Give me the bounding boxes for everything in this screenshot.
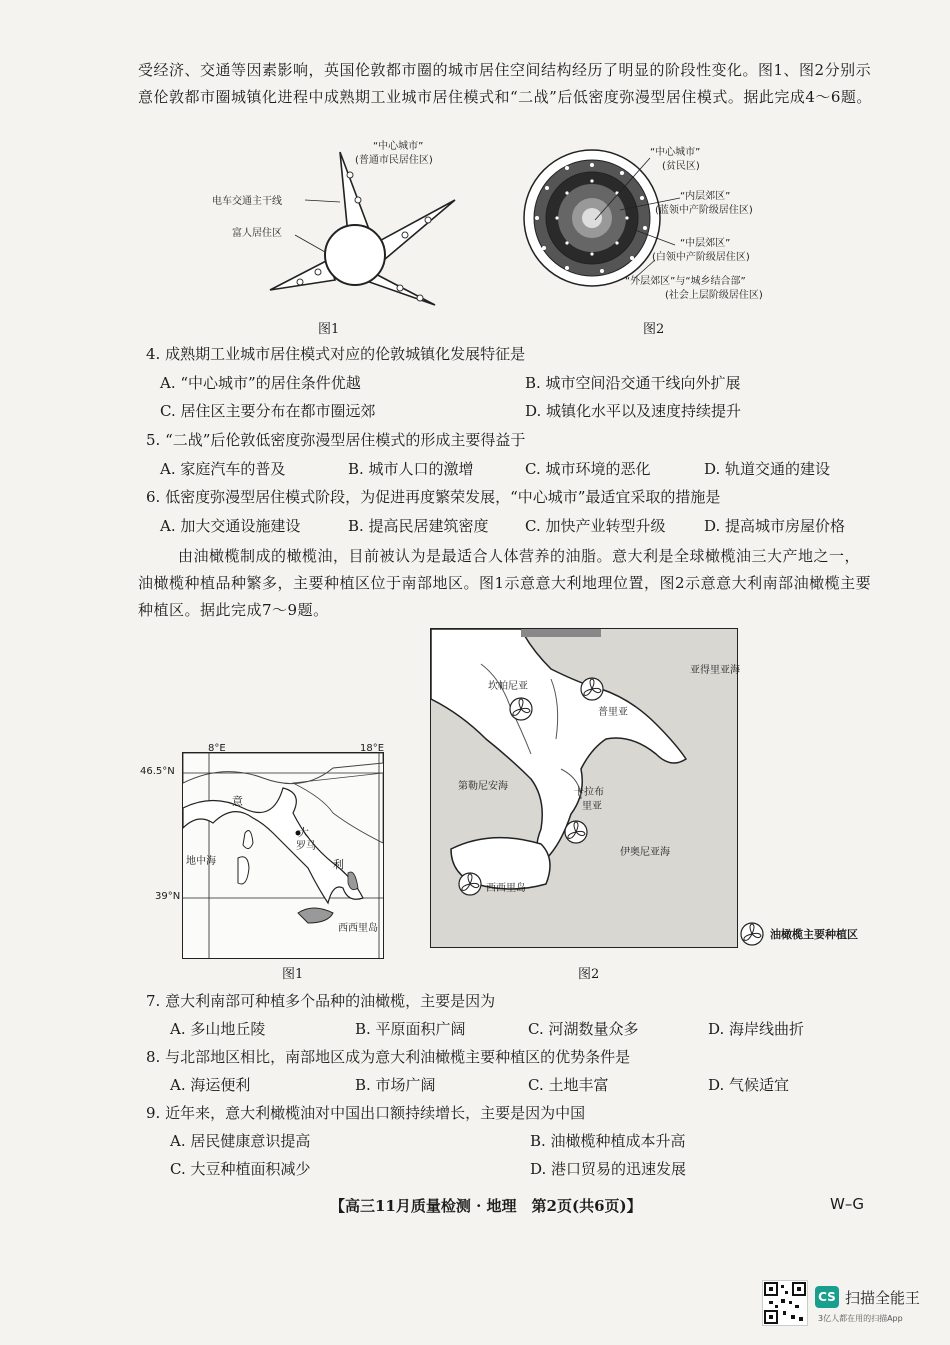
q4-option-c: C. 居住区主要分布在都市圈远郊 [160,402,376,420]
olive-region-icon [509,697,533,721]
question-8: 8. 与北部地区相比，南部地区成为意大利油橄榄主要种植区的优势条件是 [146,1048,631,1066]
question-7: 7. 意大利南部可种植多个品种的油橄榄，主要是因为 [146,992,496,1010]
qr-code-pattern [763,1281,807,1325]
fig1-center-label: “中心城市” [373,141,424,152]
olive-region-icon [580,677,604,701]
q6-option-b: B. 提高民居建筑密度 [348,517,489,535]
fig2-outer-sublabel: (社会上层阶级居住区) [665,290,763,301]
q6-option-c: C. 加快产业转型升级 [525,517,666,535]
fig1-tram-label: 电车交通主干线 [212,196,282,207]
question-4: 4. 成熟期工业城市居住模式对应的伦敦城镇化发展特征是 [146,345,526,363]
fig2-outer-label: “外层郊区”与“城乡结合部” [625,276,746,287]
paper-code: W–G [830,1195,864,1213]
camscanner-badge [815,1286,839,1308]
fig2-inner-sublabel: (蓝领中产阶级居住区) [655,205,753,216]
map1-label-sicily: 西西里岛 [338,923,378,934]
q7-option-b: B. 平原面积广阔 [355,1020,466,1038]
map1-lon-8e: 8°E [208,743,226,754]
fig1-rich-label: 富人居住区 [232,228,282,239]
fig2-center-sublabel: (贫民区) [662,161,700,172]
question-9: 9. 近年来，意大利橄榄油对中国出口额持续增长，主要是因为中国 [146,1104,586,1122]
map2-label-adriatic: 亚得里亚海 [690,665,740,676]
q6-option-d: D. 提高城市房屋价格 [704,517,846,535]
map2-label-calabria-2: 里亚 [582,801,602,812]
q8-option-c: C. 土地丰富 [528,1076,609,1094]
figure-1-star-city [200,140,460,340]
map1-lat-39n: 39°N [155,891,181,902]
question-6: 6. 低密度弥漫型居住模式阶段，为促进再度繁荣发展，“中心城市”最适宜采取的措施是 [146,488,721,506]
fig1-caption: 图1 [318,322,340,337]
q5-option-b: B. 城市人口的激增 [348,460,474,478]
legend-label: 油橄榄主要种植区 [770,928,858,941]
q9-option-d: D. 港口贸易的迅速发展 [530,1160,687,1178]
map1-label-med: 地中海 [186,856,216,867]
q4-option-a: A. “中心城市”的居住条件优越 [160,374,361,392]
map2-label-campania: 坎帕尼亚 [488,681,528,692]
q4-option-b: B. 城市空间沿交通干线向外扩展 [525,374,741,392]
map2-caption: 图2 [578,967,600,982]
camscanner-name: 扫描全能王 [845,1289,921,1307]
camscanner-tagline: 3亿人都在用的扫描App [818,1314,903,1323]
map2-label-tyrrhenian: 第勒尼安海 [458,781,508,792]
map2-label-puglia: 普里亚 [598,707,628,718]
q5-option-c: C. 城市环境的恶化 [525,460,651,478]
q9-option-b: B. 油橄榄种植成本升高 [530,1132,686,1150]
legend-olive-icon [740,922,764,946]
q5-option-a: A. 家庭汽车的普及 [160,460,286,478]
map2-label-sicily: 西西里岛 [486,883,526,894]
q9-option-a: A. 居民健康意识提高 [170,1132,311,1150]
q7-option-a: A. 多山地丘陵 [170,1020,266,1038]
map2-label-ionian: 伊奥尼亚海 [620,847,670,858]
map1-label-li: 利 [333,858,344,871]
qr-code [762,1280,808,1326]
map1-label-yi: 意 [232,795,243,808]
olive-region-icon [564,820,588,844]
map1-lat-46-5n: 46.5°N [140,766,175,777]
q5-option-d: D. 轨道交通的建设 [704,460,831,478]
intro-paragraph-1: 受经济、交通等因素影响，英国伦敦都市圈的城市居住空间结构经历了明显的阶段性变化。图1、图2分别示意伦敦都市圈城镇化进程中成熟期工业城市居住模式和“二战”后低密度弥漫型居住模式。据此完成4～6题。 [138,61,872,106]
q9-option-c: C. 大豆种植面积减少 [170,1160,311,1178]
q8-option-b: B. 市场广阔 [355,1076,436,1094]
map1-caption: 图1 [282,967,304,982]
q7-option-d: D. 海岸线曲折 [708,1020,805,1038]
q4-option-d: D. 城镇化水平以及速度持续提升 [525,402,742,420]
fig2-mid-sublabel: (白领中产阶级居住区) [652,252,750,263]
olive-region-icon [458,872,482,896]
map1-label-da: 大 [298,826,309,839]
fig2-mid-label: “中层郊区” [680,238,731,249]
map1-lon-18e: 18°E [360,743,385,754]
fig1-center-sublabel: (普通市民居住区) [355,155,433,166]
fig2-center-label: “中心城市” [650,147,701,158]
star-city-diagram [200,140,460,340]
question-5: 5. “二战”后伦敦低密度弥漫型居住模式的形成主要得益于 [146,431,526,449]
q8-option-a: A. 海运便利 [170,1076,251,1094]
fig2-inner-label: “内层郊区” [680,191,731,202]
fig2-caption: 图2 [643,322,665,337]
page-footer: 【高三11月质量检测 · 地理 第2页(共6页)】 [330,1197,642,1215]
intro-paragraph-2: 由油橄榄制成的橄榄油，目前被认为是最适合人体营养的油脂。意大利是全球橄榄油三大产地之一，油橄榄种植品种繁多，主要种植区位于南部地区。图1示意意大利地理位置，图2示意意大利南部油橄榄主要种植区。据此完成7～9题。 [138,547,872,619]
q6-option-a: A. 加大交通设施建设 [160,517,301,535]
q8-option-d: D. 气候适宜 [708,1076,790,1094]
camscanner-badge-text: CS [818,1290,836,1304]
q7-option-c: C. 河湖数量众多 [528,1020,639,1038]
map1-label-rome: 罗马 [296,841,316,852]
map2-label-calabria: 卡拉布 [574,787,604,798]
